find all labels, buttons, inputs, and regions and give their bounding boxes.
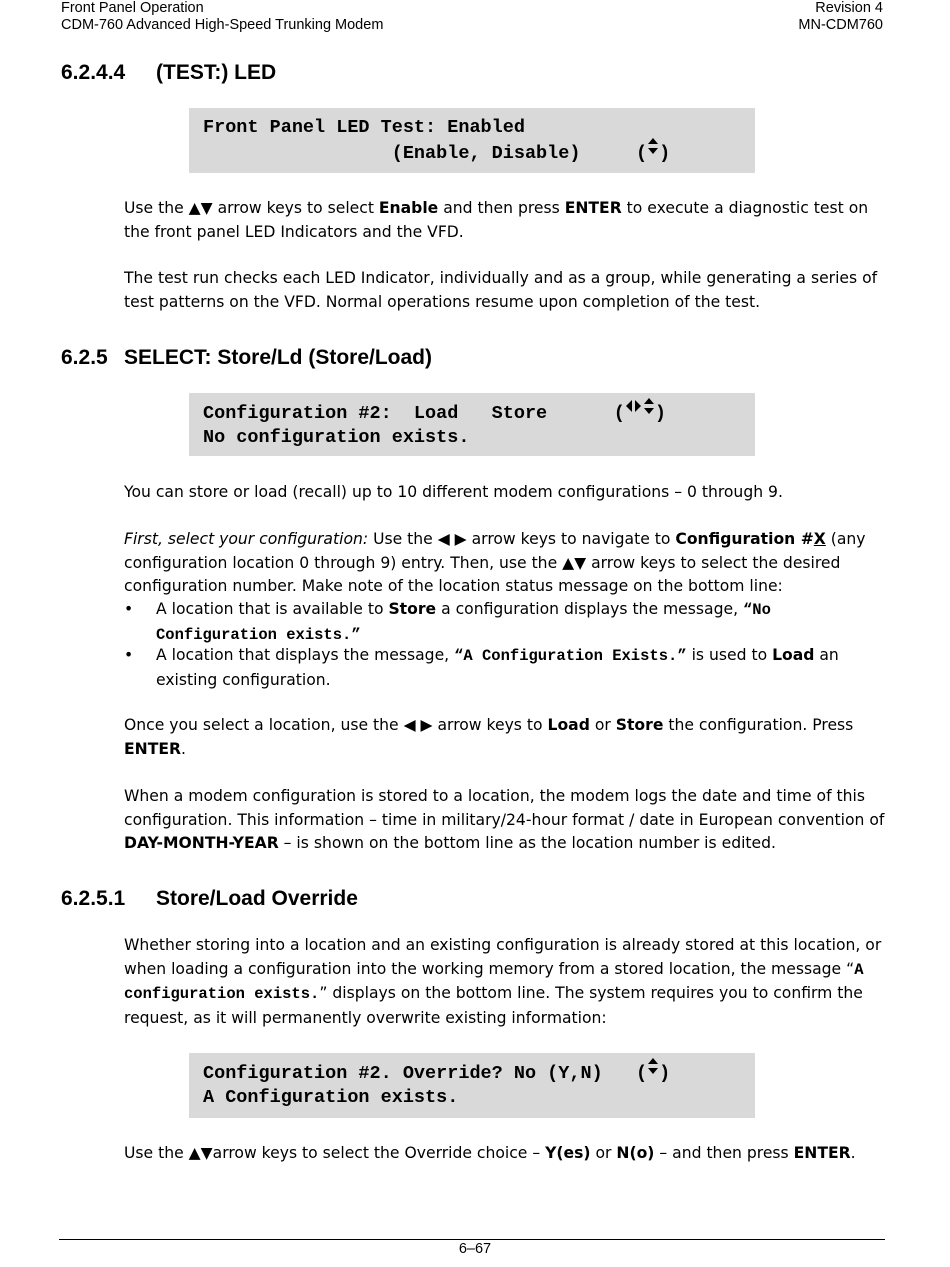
bullet-icon: • (124, 600, 134, 618)
section-title: (TEST:) LED (156, 61, 277, 84)
lcd-line-1-text: Configuration #2: Load Store ( (203, 403, 625, 424)
section-heading-6-2-4-4 (61, 61, 276, 85)
lcd-close-paren: ) (659, 1063, 671, 1084)
paragraph: You can store or load (recall) up to 10 different modem configurations – 0 through 9. (124, 483, 783, 501)
paragraph: The test run checks each LED Indicator, individually and as a group, while generating a series of test patterns on the VFD. Normal operations resume upon completion of the test. (124, 269, 878, 311)
lcd-line-1: Front Panel LED Test: Enabled (203, 117, 525, 138)
lcd-close-paren: ) (654, 403, 666, 424)
list-item: • A location that is available to Store a configuration displays the message, “No Configuration exists.” (124, 600, 771, 644)
left-right-arrow-icon: ◀ ▶ (437, 530, 467, 548)
section-title: SELECT: Store/Ld (Store/Load) (124, 346, 433, 369)
lcd-line-2: A Configuration exists. (203, 1087, 459, 1108)
paragraph: Whether storing into a location and an existing configuration is already stored at this location, or when loading a configuration into the working memory from a stored location, the message “A configuration exists.” displays on the bottom line. The system requires you to confirm the request, as it will permanently overwrite existing information: (124, 936, 882, 1027)
section-number: 6.2.5.1 (61, 887, 126, 910)
section-number: 6.2.4.4 (61, 61, 126, 84)
lcd-line-1 (203, 400, 741, 425)
lcd-line-1 (203, 1060, 741, 1085)
lcd-close-paren: ) (659, 143, 671, 164)
up-down-arrow-icon (647, 1060, 659, 1081)
paragraph: Use the ▲▼arrow keys to select the Override choice – Y(es) or N(o) – and then press ENTER. (124, 1144, 856, 1162)
left-right-arrow-icon: ◀ ▶ (403, 716, 433, 734)
lcd-line-2 (203, 140, 741, 165)
list-item: • A location that displays the message, “A Configuration Exists.” is used to Load an existing configuration. (124, 646, 839, 689)
bullet-icon: • (124, 646, 134, 664)
paragraph: Use the ▲▼ arrow keys to select Enable and then press ENTER to execute a diagnostic test on the front panel LED Indicators and the VFD. (124, 199, 869, 241)
left-right-up-down-arrow-icon (625, 400, 655, 421)
header-product: CDM-760 Advanced High-Speed Trunking Modem (61, 17, 384, 33)
lcd-display-config (189, 393, 755, 456)
paragraph: First, select your configuration: Use the ◀ ▶ arrow keys to navigate to Configuration #X (any configuration location 0 through 9) entry. Then, use the ▲▼ arrow keys to select the desired configuration number. Make note of the location status message on the bottom line: (124, 530, 866, 595)
section-title: Store/Load Override (156, 887, 358, 910)
paragraph: When a modem configuration is stored to a location, the modem logs the date and time of this configuration. This information – time in military/24-hour format / date in European convention of DAY-MONTH-YEAR – is shown on the bottom line as the location number is edited. (124, 787, 885, 852)
header-section: Front Panel Operation (61, 0, 204, 16)
lcd-line-1-text: Configuration #2. Override? No (Y,N) ( (203, 1063, 648, 1084)
page-number: 6–67 (458, 1241, 492, 1257)
lcd-display-led-test (189, 108, 755, 173)
up-down-arrow-icon: ▲▼ (562, 553, 587, 572)
section-number: 6.2.5 (61, 346, 108, 369)
section-heading-6-2-5-1 (61, 887, 358, 911)
header-doc-number: MN-CDM760 (798, 17, 883, 33)
footer-divider (59, 1239, 885, 1240)
lcd-line-2-text: (Enable, Disable) ( (203, 143, 648, 164)
lcd-display-override (189, 1053, 755, 1118)
paragraph: Once you select a location, use the ◀ ▶ arrow keys to Load or Store the configuration. Press ENTER. (124, 716, 854, 758)
page-header (61, 0, 883, 34)
section-heading-6-2-5 (61, 346, 432, 370)
lcd-line-2: No configuration exists. (203, 427, 470, 448)
up-down-arrow-icon (647, 141, 659, 159)
up-down-arrow-icon: ▲▼ (188, 1144, 213, 1162)
header-revision: Revision 4 (815, 0, 883, 16)
up-down-arrow-icon: ▲▼ (188, 199, 213, 217)
